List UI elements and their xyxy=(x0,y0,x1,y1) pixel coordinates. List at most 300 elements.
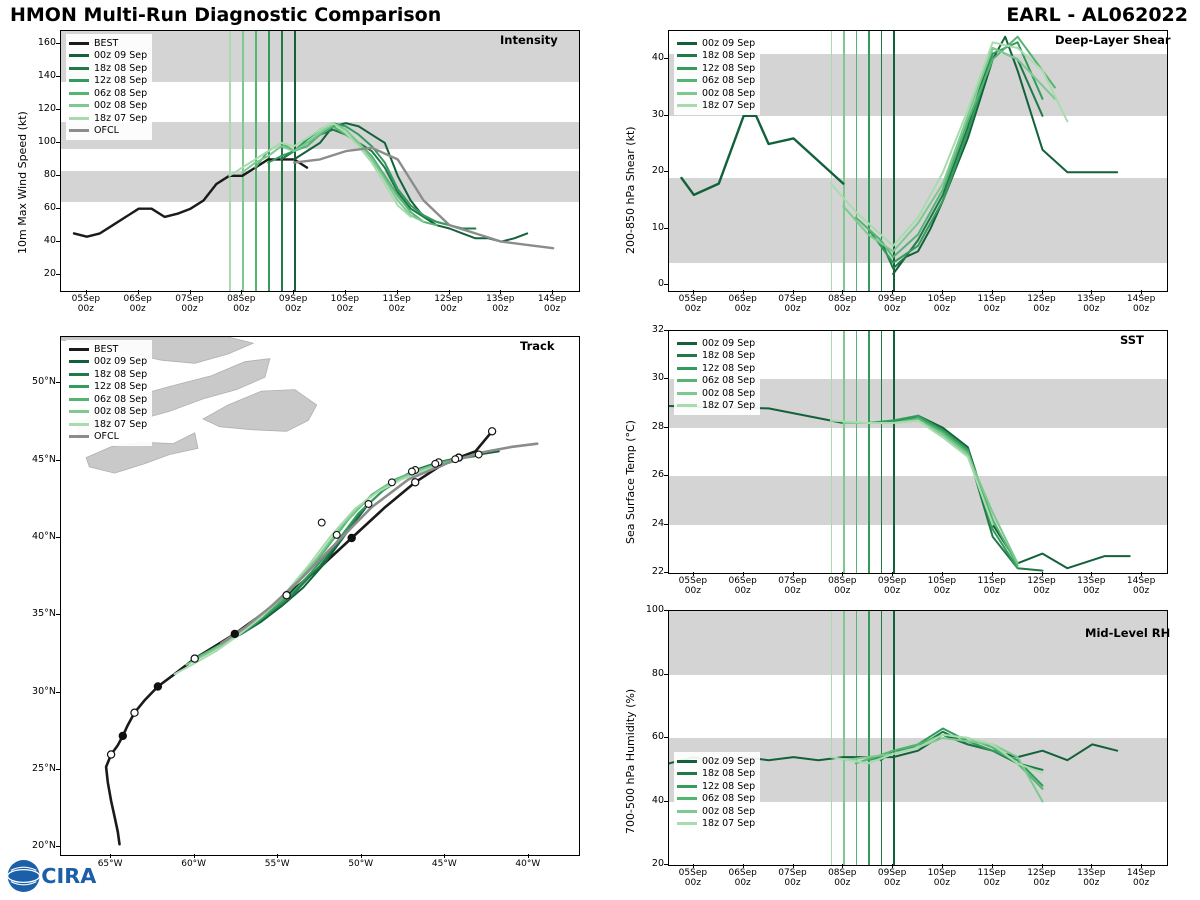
y-tick-label: 80 xyxy=(43,168,56,180)
x-tick-mark xyxy=(110,854,111,858)
x-tick-label: 08Sep 00z xyxy=(227,294,256,314)
track-marker xyxy=(412,479,419,486)
y-tick-label: 60 xyxy=(43,201,56,213)
y-tick-label: 35°N xyxy=(32,608,56,620)
legend-label: 18z 07 Sep xyxy=(702,100,756,112)
panel-intensity xyxy=(0,24,600,324)
legend-item xyxy=(69,100,147,113)
legend-label: 18z 08 Sep xyxy=(702,768,756,780)
legend-item xyxy=(677,50,755,63)
x-tick-mark xyxy=(361,854,362,858)
x-tick-label: 06Sep 00z xyxy=(728,294,757,314)
legend-item xyxy=(69,406,147,419)
series-line-18z-07-sep xyxy=(229,123,410,217)
x-tick-label: 14Sep 00z xyxy=(1126,294,1156,314)
track-marker xyxy=(191,655,198,662)
legend-label: 18z 07 Sep xyxy=(94,112,148,124)
x-tick-label: 10Sep 00z xyxy=(330,294,360,314)
x-tick-mark xyxy=(1141,864,1142,868)
x-tick-label: 13Sep 00z xyxy=(486,294,515,314)
x-tick-label: 50°W xyxy=(348,859,374,869)
x-tick-mark xyxy=(241,290,242,294)
track-line-00z-08-sep xyxy=(186,461,455,665)
legend-intensity xyxy=(66,34,152,140)
track-marker-open xyxy=(432,460,439,467)
legend-label: 12z 08 Sep xyxy=(702,362,756,374)
y-tick-mark xyxy=(56,382,60,383)
x-tick-mark xyxy=(552,290,553,294)
x-tick-label: 09Sep 00z xyxy=(877,868,907,888)
legend-swatch xyxy=(677,42,697,45)
series-line-00z-09-sep xyxy=(669,406,1130,568)
axis-label-intensity-y: 10m Max Wind Speed (kt) xyxy=(16,111,29,254)
x-tick-mark xyxy=(693,572,694,576)
x-tick-label: 05Sep 00z xyxy=(678,294,708,314)
x-tick-label: 12Sep 00z xyxy=(1027,294,1056,314)
y-tick-label: 40 xyxy=(651,52,664,64)
y-tick-label: 40°N xyxy=(32,531,56,542)
x-tick-mark xyxy=(86,290,87,294)
y-tick-label: 30 xyxy=(651,108,664,120)
legend-item xyxy=(69,368,147,381)
y-tick-label: 80 xyxy=(651,667,664,679)
y-tick-mark xyxy=(664,228,668,229)
legend-label: 18z 08 Sep xyxy=(702,350,756,362)
legend-label: 00z 09 Sep xyxy=(94,356,148,368)
x-tick-mark xyxy=(942,290,943,294)
series-line-best xyxy=(74,159,307,236)
x-tick-label: 05Sep 00z xyxy=(678,576,708,596)
y-tick-mark xyxy=(56,142,60,143)
legend-swatch xyxy=(677,772,697,775)
legend-swatch xyxy=(677,797,697,800)
series-line-00z-08-sep xyxy=(843,421,1017,564)
x-tick-mark xyxy=(194,854,195,858)
legend-swatch xyxy=(677,822,697,825)
x-tick-label: 05Sep 00z xyxy=(678,868,708,888)
x-tick-mark xyxy=(444,854,445,858)
x-tick-label: 08Sep 00z xyxy=(828,294,857,314)
x-tick-label: 09Sep 00z xyxy=(278,294,308,314)
x-tick-label: 40°W xyxy=(515,859,541,869)
x-tick-label: 11Sep 00z xyxy=(977,294,1006,314)
legend-label: 18z 07 Sep xyxy=(94,418,148,430)
y-tick-mark xyxy=(56,460,60,461)
series-line-06z-08-sep xyxy=(856,418,1018,566)
y-tick-label: 22 xyxy=(651,566,664,577)
series-line-18z-07-sep xyxy=(831,421,993,525)
y-tick-mark xyxy=(664,378,668,379)
legend-label: 00z 09 Sep xyxy=(94,50,148,62)
y-tick-label: 100 xyxy=(645,604,664,615)
y-tick-mark xyxy=(56,175,60,176)
legend-swatch xyxy=(69,423,89,426)
y-tick-label: 30 xyxy=(651,372,664,384)
series-line-18z-08-sep xyxy=(881,48,1043,268)
y-tick-mark xyxy=(664,115,668,116)
y-tick-label: 60 xyxy=(651,731,664,742)
legend-label: 00z 08 Sep xyxy=(94,406,148,418)
y-tick-label: 28 xyxy=(651,420,664,432)
y-tick-mark xyxy=(664,572,668,573)
x-tick-label: 07Sep 00z xyxy=(175,294,204,314)
y-tick-mark xyxy=(664,864,668,865)
legend-item xyxy=(677,793,755,806)
y-tick-mark xyxy=(664,475,668,476)
y-tick-mark xyxy=(664,674,668,675)
legend-label: 00z 09 Sep xyxy=(702,337,756,349)
y-tick-label: 100 xyxy=(37,135,56,147)
x-tick-label: 11Sep 00z xyxy=(382,294,411,314)
legend-item xyxy=(677,805,755,818)
x-tick-label: 08Sep 00z xyxy=(828,576,857,596)
y-tick-mark xyxy=(664,171,668,172)
y-tick-mark xyxy=(664,284,668,285)
y-tick-label: 20 xyxy=(43,267,56,279)
y-tick-label: 10 xyxy=(651,221,664,233)
y-tick-mark xyxy=(664,610,668,611)
legend-item xyxy=(677,37,755,50)
x-tick-label: 09Sep 00z xyxy=(877,294,907,314)
track-marker xyxy=(283,592,290,599)
legend-item xyxy=(69,87,147,100)
track-marker xyxy=(108,751,115,758)
x-tick-label: 10Sep 00z xyxy=(927,294,957,314)
x-tick-mark xyxy=(693,864,694,868)
page-title-right: EARL - AL062022 xyxy=(1006,4,1188,26)
x-tick-mark xyxy=(1141,572,1142,576)
legend-label: BEST xyxy=(94,343,119,355)
legend-label: 06z 08 Sep xyxy=(702,375,756,387)
track-marker-open xyxy=(318,519,325,526)
axis-label-shear-y: 200-850 hPa Shear (kt) xyxy=(624,126,637,254)
legend-swatch xyxy=(69,117,89,120)
x-tick-mark xyxy=(892,572,893,576)
x-tick-mark xyxy=(1091,572,1092,576)
legend-swatch xyxy=(69,129,89,132)
y-tick-mark xyxy=(56,614,60,615)
legend-item xyxy=(69,343,147,356)
legend-shear xyxy=(674,34,760,115)
x-tick-label: 55°W xyxy=(264,859,290,869)
legend-item xyxy=(677,387,755,400)
panel-title-sst: SST xyxy=(1120,333,1144,347)
cira-logo xyxy=(6,856,102,896)
x-tick-label: 45°W xyxy=(431,859,457,869)
page-title-left: HMON Multi-Run Diagnostic Comparison xyxy=(10,4,442,26)
y-tick-label: 26 xyxy=(651,469,664,481)
track-marker-open xyxy=(475,451,482,458)
legend-label: 12z 08 Sep xyxy=(94,75,148,87)
legend-swatch xyxy=(69,42,89,45)
panel-title-intensity: Intensity xyxy=(500,33,558,47)
track-marker xyxy=(154,683,161,690)
legend-item xyxy=(677,350,755,363)
x-tick-mark xyxy=(293,290,294,294)
x-tick-mark xyxy=(992,572,993,576)
x-tick-mark xyxy=(892,864,893,868)
legend-label: 18z 08 Sep xyxy=(94,62,148,74)
y-tick-label: 40 xyxy=(43,234,56,246)
y-tick-mark xyxy=(56,769,60,770)
track-marker xyxy=(119,732,126,739)
x-tick-label: 12Sep 00z xyxy=(434,294,463,314)
y-tick-label: 50°N xyxy=(32,376,56,388)
x-tick-mark xyxy=(1091,290,1092,294)
legend-label: 12z 08 Sep xyxy=(702,780,756,792)
series-line-00z-08-sep xyxy=(843,48,1055,251)
track-marker-open xyxy=(333,532,340,539)
x-tick-label: 06Sep 00z xyxy=(728,576,757,596)
track-marker-open xyxy=(389,479,396,486)
track-line-12z-08-sep xyxy=(208,456,472,652)
legend-item xyxy=(69,356,147,369)
axis-label-sst-y: Sea Surface Temp (°C) xyxy=(624,420,637,544)
x-tick-mark xyxy=(793,572,794,576)
legend-rh xyxy=(674,752,760,833)
legend-label: 06z 08 Sep xyxy=(94,87,148,99)
y-tick-mark xyxy=(664,737,668,738)
legend-label: 18z 08 Sep xyxy=(702,50,756,62)
y-tick-mark xyxy=(56,208,60,209)
legend-item xyxy=(69,112,147,125)
x-tick-mark xyxy=(277,854,278,858)
y-tick-mark xyxy=(56,537,60,538)
x-tick-mark xyxy=(892,290,893,294)
legend-item xyxy=(69,418,147,431)
legend-swatch xyxy=(69,373,89,376)
panel-title-rh: Mid-Level RH xyxy=(1085,626,1171,640)
legend-swatch xyxy=(677,379,697,382)
y-tick-label: 45°N xyxy=(32,453,56,465)
legend-item xyxy=(69,431,147,444)
legend-item xyxy=(69,62,147,75)
x-tick-mark xyxy=(992,864,993,868)
legend-item xyxy=(677,62,755,75)
legend-swatch xyxy=(677,54,697,57)
legend-swatch xyxy=(69,398,89,401)
legend-swatch xyxy=(677,404,697,407)
landmass xyxy=(203,390,317,432)
x-tick-label: 06Sep 00z xyxy=(123,294,152,314)
legend-swatch xyxy=(69,104,89,107)
axis-label-rh-y: 700-500 hPa Humidity (%) xyxy=(624,688,637,834)
x-tick-label: 11Sep 00z xyxy=(977,868,1006,888)
legend-label: 00z 09 Sep xyxy=(702,755,756,767)
y-tick-label: 120 xyxy=(37,102,56,114)
track-line-best xyxy=(106,431,492,844)
y-tick-label: 160 xyxy=(37,37,56,49)
x-tick-label: 05Sep 00z xyxy=(71,294,101,314)
x-tick-label: 07Sep 00z xyxy=(778,576,807,596)
y-tick-label: 140 xyxy=(37,70,56,82)
legend-item xyxy=(677,75,755,88)
y-tick-mark xyxy=(56,109,60,110)
x-tick-label: 13Sep 00z xyxy=(1077,294,1106,314)
legend-label: 00z 09 Sep xyxy=(702,37,756,49)
panel-shear xyxy=(600,24,1200,324)
legend-item xyxy=(69,50,147,63)
legend-label: 00z 08 Sep xyxy=(702,387,756,399)
x-tick-label: 07Sep 00z xyxy=(778,294,807,314)
x-tick-mark xyxy=(138,290,139,294)
y-tick-label: 24 xyxy=(651,517,664,529)
legend-swatch xyxy=(677,760,697,763)
legend-swatch xyxy=(69,54,89,57)
track-marker-open xyxy=(365,501,372,508)
x-tick-mark xyxy=(842,290,843,294)
legend-swatch xyxy=(69,67,89,70)
legend-item xyxy=(69,393,147,406)
x-tick-label: 60°W xyxy=(181,859,207,869)
x-tick-mark xyxy=(942,572,943,576)
series-line-00z-09-sep xyxy=(893,37,1117,274)
x-tick-mark xyxy=(793,864,794,868)
panel-rh xyxy=(600,604,1200,900)
series-line-18z-08-sep xyxy=(881,418,1043,570)
y-tick-label: 30°N xyxy=(32,685,56,697)
legend-swatch xyxy=(69,435,89,438)
y-tick-mark xyxy=(56,241,60,242)
x-tick-mark xyxy=(743,572,744,576)
legend-item xyxy=(69,75,147,88)
x-tick-mark xyxy=(942,864,943,868)
legend-label: 00z 08 Sep xyxy=(702,805,756,817)
legend-label: 18z 08 Sep xyxy=(94,368,148,380)
y-tick-label: 20°N xyxy=(32,840,56,852)
series-line-00z-09-sep xyxy=(294,123,527,241)
legend-item xyxy=(69,37,147,50)
legend-swatch xyxy=(69,385,89,388)
x-tick-label: 08Sep 00z xyxy=(828,868,857,888)
legend-item xyxy=(677,400,755,413)
x-tick-mark xyxy=(793,290,794,294)
series-line-00z-08-sep xyxy=(843,738,1042,802)
legend-label: 06z 08 Sep xyxy=(702,75,756,87)
legend-label: 18z 07 Sep xyxy=(702,400,756,412)
x-tick-mark xyxy=(190,290,191,294)
legend-item xyxy=(677,768,755,781)
legend-item xyxy=(69,381,147,394)
legend-swatch xyxy=(69,92,89,95)
panel-track xyxy=(0,324,600,900)
y-tick-label: 0 xyxy=(657,278,664,290)
legend-item xyxy=(677,337,755,350)
x-tick-mark xyxy=(1042,572,1043,576)
x-tick-label: 13Sep 00z xyxy=(1077,868,1106,888)
legend-label: 00z 08 Sep xyxy=(94,100,148,112)
y-tick-mark xyxy=(664,524,668,525)
svg-text:CIRA: CIRA xyxy=(41,864,97,889)
x-tick-mark xyxy=(528,854,529,858)
y-tick-mark xyxy=(56,43,60,44)
legend-item xyxy=(677,375,755,388)
legend-swatch xyxy=(677,367,697,370)
legend-label: OFCL xyxy=(94,431,119,443)
legend-label: 06z 08 Sep xyxy=(702,793,756,805)
x-tick-label: 06Sep 00z xyxy=(728,868,757,888)
legend-swatch xyxy=(677,354,697,357)
x-tick-label: 65°W xyxy=(97,859,123,869)
track-marker xyxy=(348,534,355,541)
y-tick-mark xyxy=(664,58,668,59)
x-tick-mark xyxy=(992,290,993,294)
x-tick-label: 12Sep 00z xyxy=(1027,576,1056,596)
legend-label: 12z 08 Sep xyxy=(702,62,756,74)
legend-swatch xyxy=(69,410,89,413)
x-tick-label: 12Sep 00z xyxy=(1027,868,1056,888)
y-tick-label: 25°N xyxy=(32,762,56,774)
legend-item xyxy=(677,755,755,768)
x-tick-mark xyxy=(397,290,398,294)
y-tick-mark xyxy=(56,692,60,693)
y-tick-label: 40 xyxy=(651,794,664,806)
x-tick-mark xyxy=(842,864,843,868)
y-tick-mark xyxy=(664,801,668,802)
legend-swatch xyxy=(69,348,89,351)
y-tick-mark xyxy=(56,846,60,847)
track-marker xyxy=(231,630,238,637)
x-tick-label: 14Sep 00z xyxy=(537,294,567,314)
panel-sst xyxy=(600,324,1200,604)
x-tick-mark xyxy=(1091,864,1092,868)
x-tick-mark xyxy=(500,290,501,294)
y-tick-label: 20 xyxy=(651,165,664,177)
legend-label: 00z 08 Sep xyxy=(702,87,756,99)
series-line-ofcl xyxy=(294,148,553,248)
y-tick-mark xyxy=(664,330,668,331)
y-tick-label: 32 xyxy=(651,324,664,335)
legend-swatch xyxy=(677,785,697,788)
y-tick-mark xyxy=(56,274,60,275)
track-marker xyxy=(489,428,496,435)
x-tick-mark xyxy=(345,290,346,294)
legend-swatch xyxy=(677,392,697,395)
legend-label: BEST xyxy=(94,37,119,49)
series-line-best xyxy=(682,116,844,195)
legend-label: 06z 08 Sep xyxy=(94,393,148,405)
legend-swatch xyxy=(677,92,697,95)
legend-item xyxy=(677,87,755,100)
legend-item xyxy=(677,818,755,831)
legend-item xyxy=(677,780,755,793)
legend-item xyxy=(677,100,755,113)
legend-item xyxy=(677,362,755,375)
x-tick-mark xyxy=(1141,290,1142,294)
track-marker-open xyxy=(452,456,459,463)
x-tick-mark xyxy=(743,290,744,294)
x-tick-label: 11Sep 00z xyxy=(977,576,1006,596)
legend-track xyxy=(66,340,152,446)
x-tick-label: 10Sep 00z xyxy=(927,576,957,596)
x-tick-label: 09Sep 00z xyxy=(877,576,907,596)
x-tick-mark xyxy=(693,290,694,294)
x-tick-label: 14Sep 00z xyxy=(1126,576,1156,596)
y-tick-mark xyxy=(664,427,668,428)
y-tick-mark xyxy=(56,76,60,77)
series-line-12z-08-sep xyxy=(268,123,449,225)
x-tick-mark xyxy=(1042,864,1043,868)
legend-swatch xyxy=(69,360,89,363)
x-tick-mark xyxy=(842,572,843,576)
x-tick-label: 07Sep 00z xyxy=(778,868,807,888)
legend-label: OFCL xyxy=(94,125,119,137)
legend-item xyxy=(69,125,147,138)
track-marker-open xyxy=(409,468,416,475)
panel-title-shear: Deep-Layer Shear xyxy=(1055,33,1171,47)
x-tick-mark xyxy=(743,864,744,868)
panel-title-track: Track xyxy=(520,339,555,353)
